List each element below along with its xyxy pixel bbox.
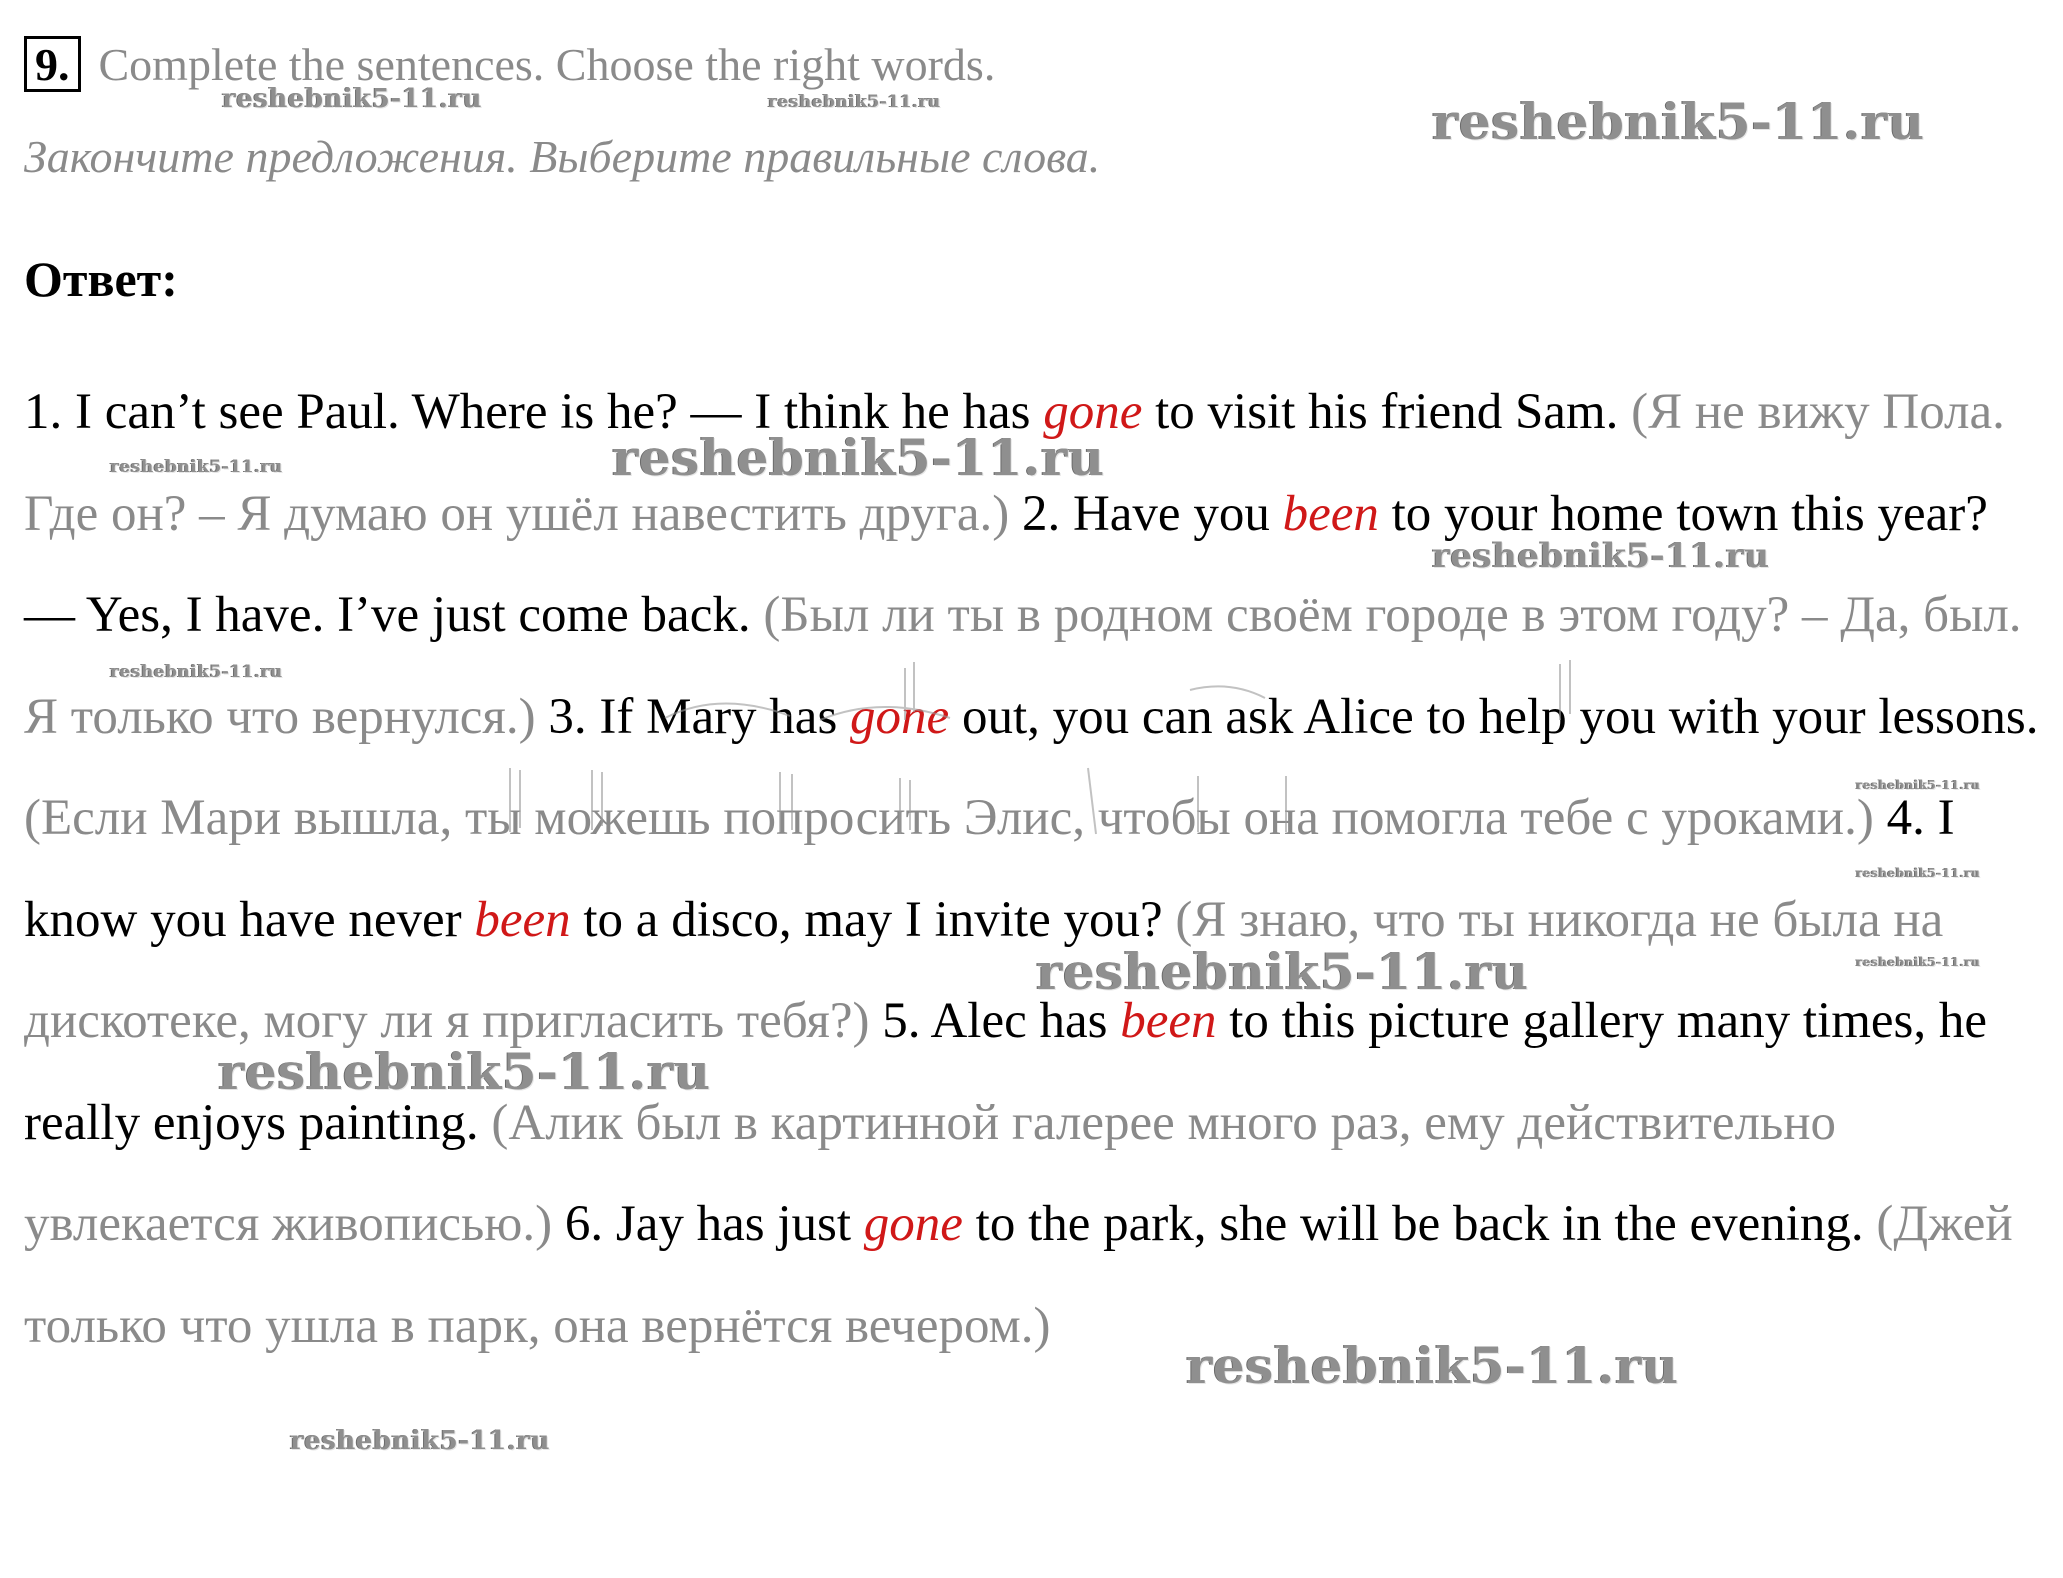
task-english: Complete the sentences. Choose the right words. xyxy=(98,38,996,90)
watermark: reshebnik5-11.ru xyxy=(222,84,483,114)
answer-en-before: 5. Alec has xyxy=(869,993,1121,1049)
answer-translation: (Я знаю, что ты никогда не была на дискотеке, могу ли я пригласить тебя?) xyxy=(24,891,1944,1049)
watermark: reshebnik5-11.ru xyxy=(1036,942,1529,1001)
answer-translation: (Джей только что ушла в парк, она вернётся вечером.) xyxy=(24,1196,2013,1354)
answer-en-before: 6. Jay has just xyxy=(552,1196,864,1252)
watermark: reshebnik5-11.ru xyxy=(612,428,1105,487)
answer-en-after: to your home town this year? — Yes, I have. I’ve just come back. xyxy=(24,485,1988,643)
watermark: reshebnik5-11.ru xyxy=(1186,1336,1679,1395)
answer-verb: gone xyxy=(850,688,950,745)
watermark: reshebnik5-11.ru xyxy=(290,1426,551,1456)
answer-translation: (Алик был в картинной галерее много раз, ему действительно увлекается живописью.) xyxy=(24,1094,1837,1252)
answer-en-after: to visit his friend Sam. xyxy=(1142,384,1632,440)
answer-en-after: to this picture gallery many times, he really enjoys painting. xyxy=(24,993,1987,1151)
answer-en-before: 3. If Mary has xyxy=(535,688,851,745)
watermark: reshebnik5-11.ru xyxy=(1432,536,1770,576)
watermark: reshebnik5-11.ru xyxy=(1856,866,1981,880)
watermark: reshebnik5-11.ru xyxy=(218,1042,711,1101)
answer-en-before: 1. I can’t see Paul. Where is he? — I think he has xyxy=(24,384,1044,440)
answer-en-after: to the park, she will be back in the evening. xyxy=(962,1196,1877,1252)
answer-verb: gone xyxy=(1043,384,1143,440)
watermark: reshebnik5-11.ru xyxy=(1856,955,1981,969)
watermark: reshebnik5-11.ru xyxy=(1432,92,1925,151)
answer-en-after: out, you can ask Alice to help you with your lessons. xyxy=(949,688,2039,745)
answer-en-before: 2. Have you xyxy=(1009,485,1283,542)
answer-verb: been xyxy=(474,891,571,948)
answer-translation: (Если Мари вышла, ты можешь попросить Элис, чтобы она помогла тебе с уроками.) xyxy=(24,790,1874,846)
answer-label: Ответ: xyxy=(24,251,178,307)
watermark: reshebnik5-11.ru xyxy=(110,662,283,682)
answer-translation: (Был ли ты в родном своём городе в этом году? – Да, был. Я только что вернулся.) xyxy=(24,587,2022,745)
answer-en-before: 4. I know you have never xyxy=(24,790,1955,948)
task-russian: Закончите предложения. Выберите правильные слова. xyxy=(24,131,1101,182)
exercise-number: 9. xyxy=(24,36,81,92)
answer-verb: been xyxy=(1120,993,1217,1049)
answer-translation: (Я не вижу Пола. Где он? – Я думаю он ушёл навестить друга.) xyxy=(24,384,2005,542)
watermark: reshebnik5-11.ru xyxy=(1856,778,1981,792)
watermark: reshebnik5-11.ru xyxy=(110,457,283,477)
watermark: reshebnik5-11.ru xyxy=(768,92,941,112)
answer-verb: gone xyxy=(863,1196,963,1252)
answer-verb: been xyxy=(1282,485,1379,542)
answer-en-after: to a disco, may I invite you? xyxy=(570,891,1176,948)
